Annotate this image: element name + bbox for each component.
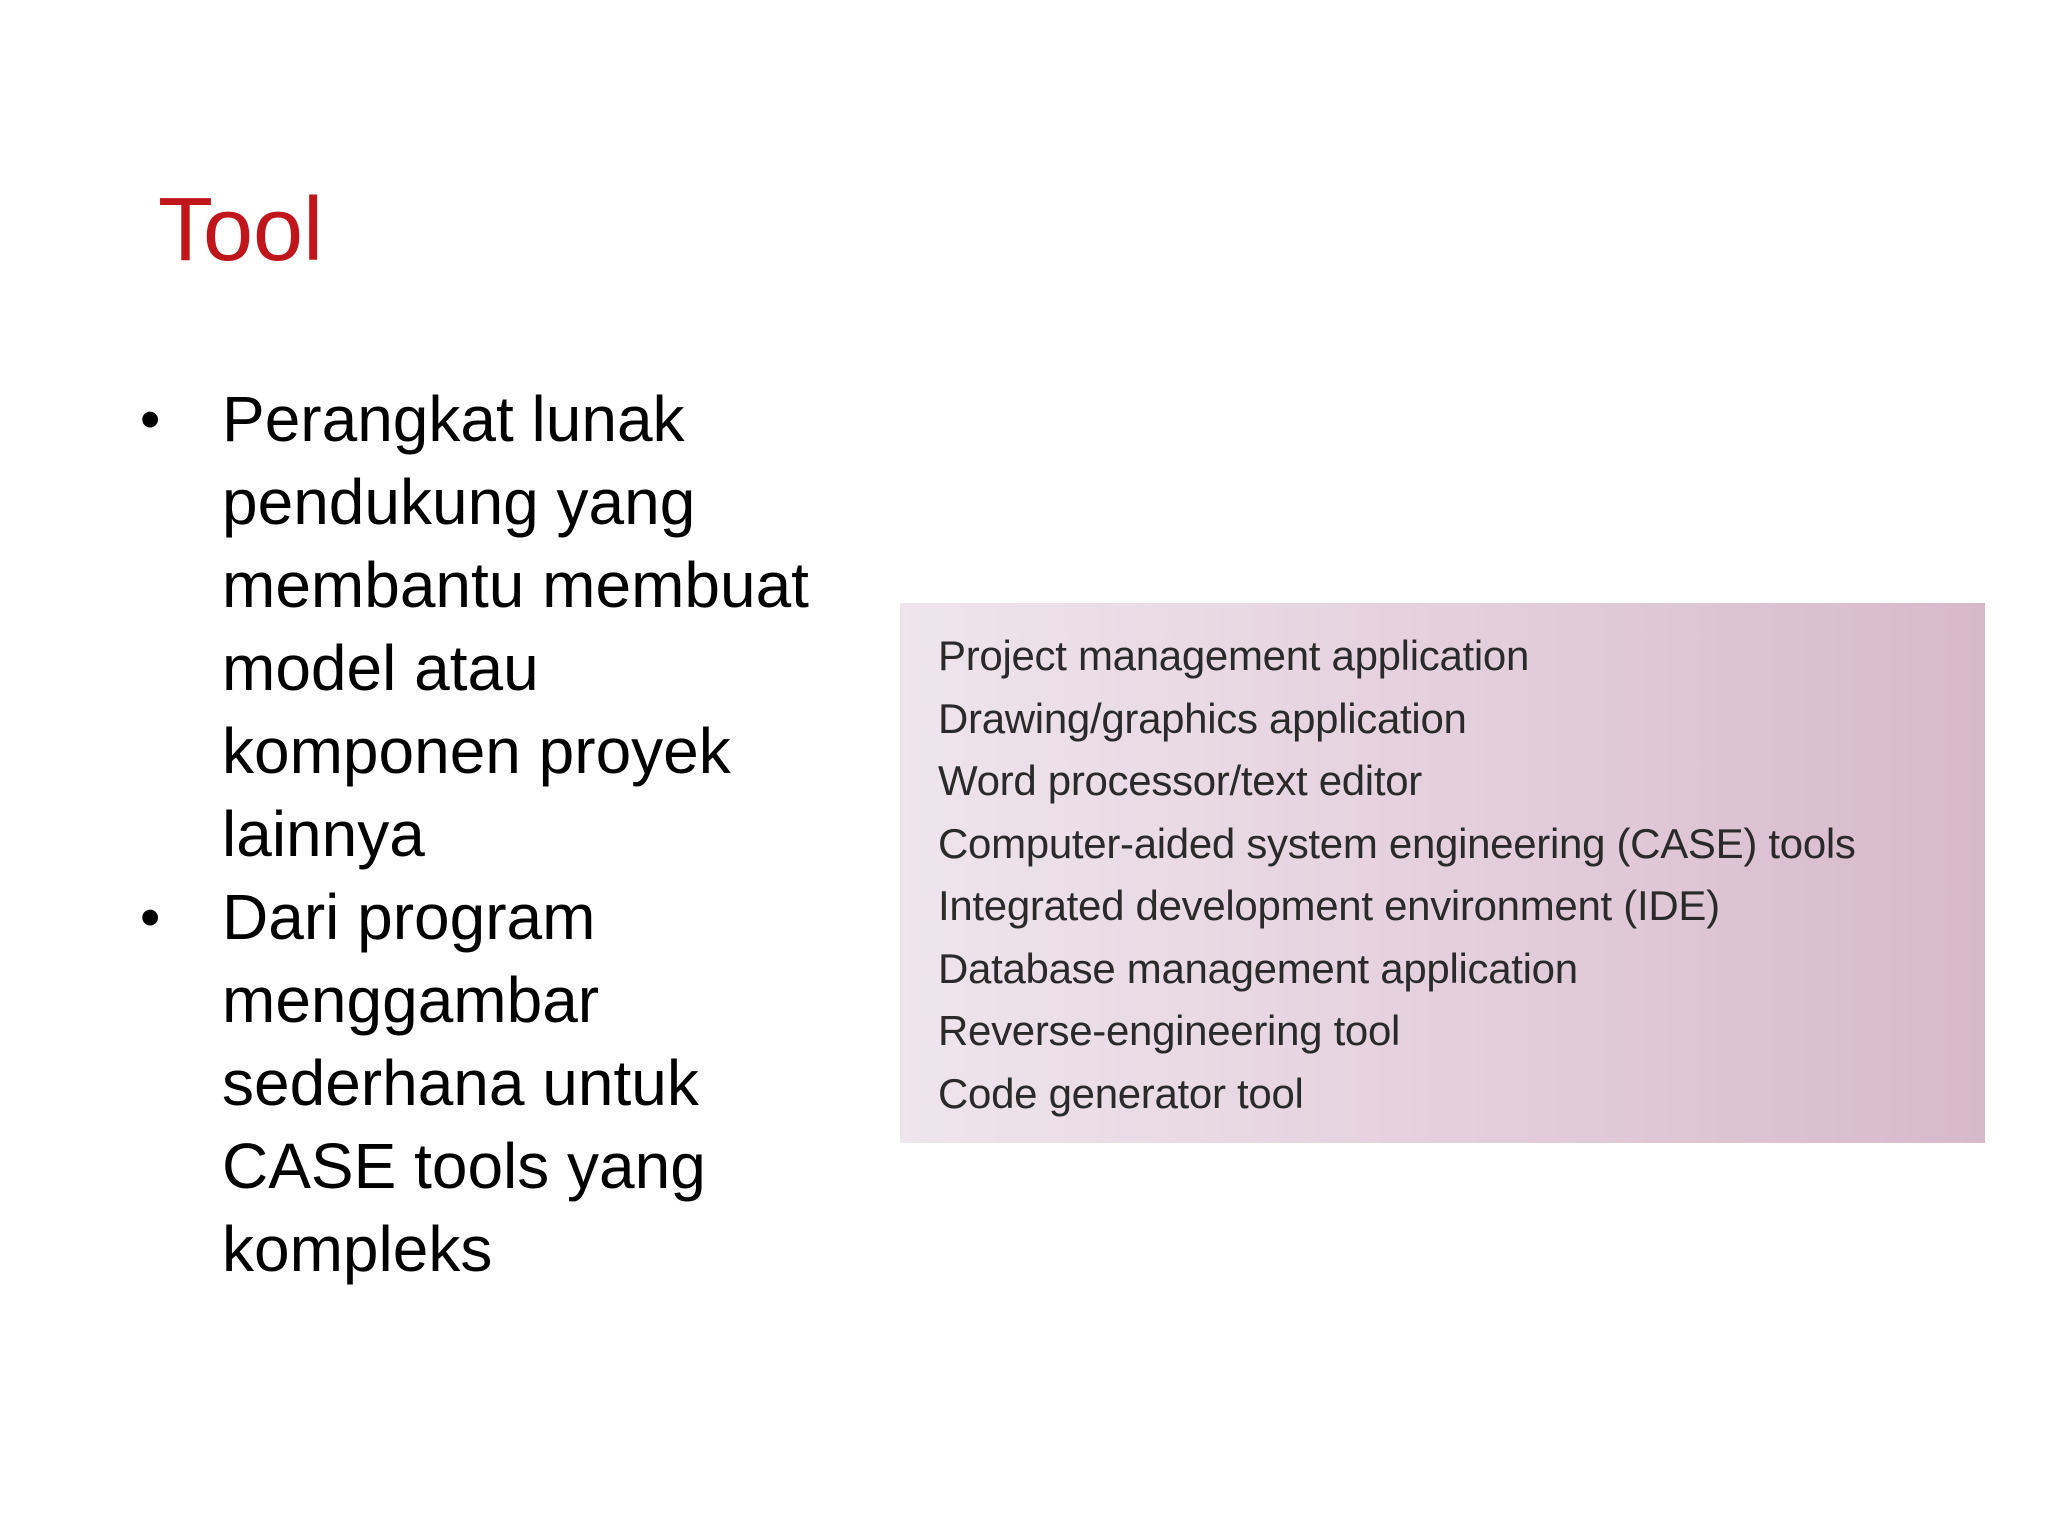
tool-item: Integrated development environment (IDE): [938, 882, 1720, 929]
bullet-marker: •: [140, 387, 161, 452]
tool-item: Project management application: [938, 632, 1530, 679]
bullet-marker: •: [140, 885, 161, 950]
tool-item: Database management application: [938, 944, 1578, 992]
bullet-item: [140, 876, 880, 1291]
bullet-item: [140, 378, 880, 876]
bullet-text-line: Dari program: [222, 881, 596, 953]
bullet-text-line: Perangkat lunak: [222, 383, 685, 455]
tool-item: Word processor/text editor: [938, 757, 1422, 804]
bullet-list: [140, 378, 880, 1291]
bullet-text-line: model atau: [222, 632, 539, 704]
bullet-text-line: menggambar: [222, 964, 600, 1036]
tool-item: Computer-aided system engineering (CASE) tools: [938, 819, 1856, 867]
slide-title: Tool: [158, 180, 324, 280]
bullet-text-line: komponen proyek: [222, 715, 731, 787]
tool-item: Reverse-engineering tool: [938, 1007, 1401, 1054]
tool-item: Drawing/graphics application: [938, 694, 1467, 742]
bullet-text-line: sederhana untuk: [222, 1047, 699, 1119]
tools-image-box: [900, 603, 1985, 1143]
bullet-text-line: membantu membuat: [222, 549, 809, 621]
bullet-text-line: lainnya: [222, 798, 425, 870]
bullet-text-line: pendukung yang: [222, 466, 696, 538]
bullet-text-line: CASE tools yang: [222, 1130, 706, 1202]
tool-item: Code generator tool: [938, 1069, 1304, 1117]
tools-list: [938, 625, 1985, 1125]
bullet-text-line: kompleks: [222, 1213, 493, 1285]
